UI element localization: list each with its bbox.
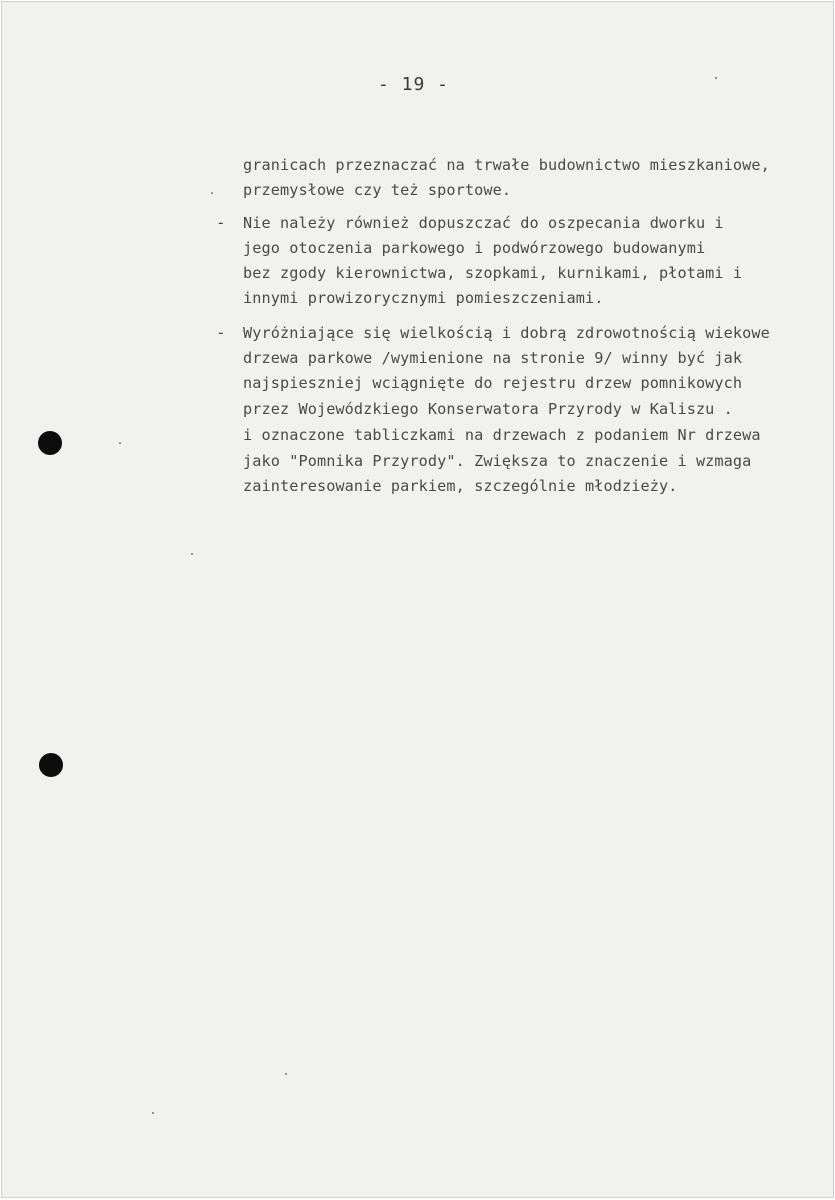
text-line: granicach przeznaczać na trwałe budownictwo mieszkaniowe,: [243, 156, 770, 174]
scan-speck: [152, 1112, 154, 1114]
text-line: Nie należy również dopuszczać do oszpecania dworku i: [243, 214, 724, 232]
text-line: jako "Pomnika Przyrody". Zwiększa to znaczenie i wzmaga: [243, 452, 752, 470]
text-line: zainteresowanie parkiem, szczególnie młodzieży.: [243, 477, 678, 495]
text-line: przemysłowe czy też sportowe.: [243, 181, 512, 199]
scan-speck: [715, 77, 717, 79]
text-line: bez zgody kierownictwa, szopkami, kurnikami, płotami i: [243, 264, 743, 282]
text-line: i oznaczone tabliczkami na drzewach z podaniem Nr drzewa: [243, 426, 761, 444]
text-line: najspieszniej wciągnięte do rejestru drzew pomnikowych: [243, 374, 743, 392]
scan-speck: [211, 192, 213, 194]
bullet-dash: -: [216, 323, 226, 342]
text-line: przez Wojewódzkiego Konserwatora Przyrody w Kaliszu .: [243, 400, 733, 418]
bullet-dash: -: [216, 213, 226, 232]
document-page: [1, 1, 834, 1198]
scan-speck: [285, 1073, 287, 1075]
scan-speck: [119, 442, 121, 444]
punch-hole: [38, 431, 62, 455]
text-line: drzewa parkowe /wymienione na stronie 9/ winny być jak: [243, 349, 743, 367]
punch-hole: [39, 753, 63, 777]
page-number: - 19 -: [378, 74, 450, 95]
scan-speck: [191, 553, 193, 555]
text-line: Wyróżniające się wielkością i dobrą zdrowotnością wiekowe: [243, 324, 770, 342]
text-line: innymi prowizorycznymi pomieszczeniami.: [243, 289, 604, 307]
text-line: jego otoczenia parkowego i podwórzowego budowanymi: [243, 239, 706, 257]
